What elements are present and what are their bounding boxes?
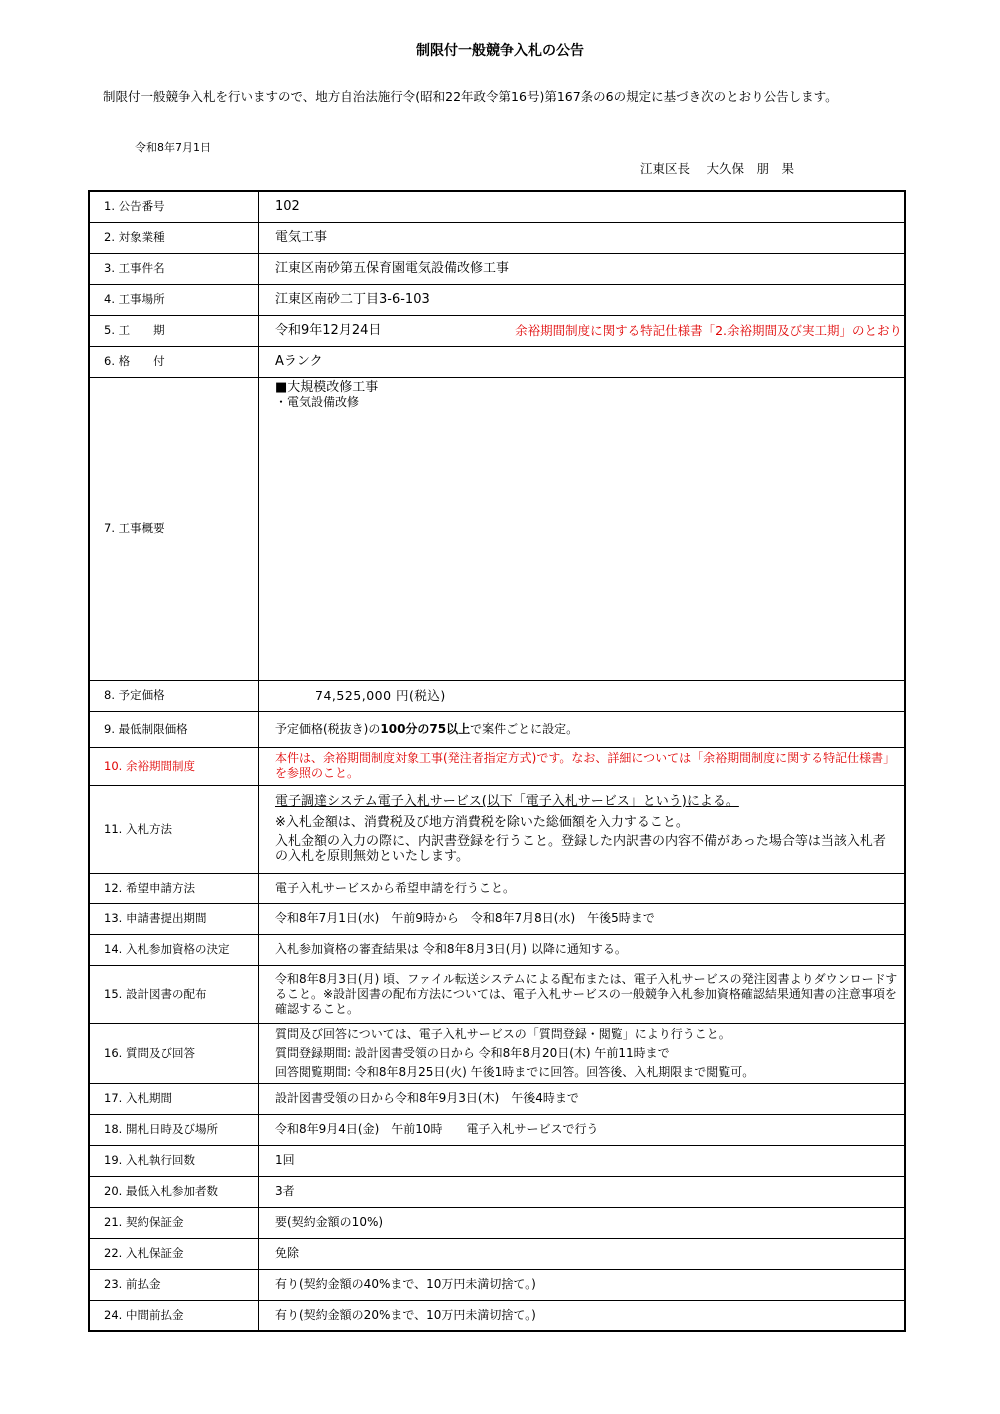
table-row [89,377,905,680]
table-row [89,903,905,934]
table-row [89,1023,905,1083]
estimated-price: 74,525,000 円(税込) [259,680,906,711]
bidding-method [259,785,906,873]
submission-period: 令和8年7月1日(水) 午前9時から 令和8年7月8日(水) 午後5時まで [259,903,906,934]
table-row [89,785,905,873]
issuer-name: 江東区長 大久保 朋 果 [640,161,794,176]
table-row [89,346,905,377]
opening-datetime: 令和8年9月4日(金) 午前10時 電子入札サービスで行う [259,1114,906,1145]
project-overview [259,377,906,680]
row-label: 13. 申請書提出期間 [89,903,259,934]
overview-line-2: ・電気設備改修 [275,394,360,409]
min-price-pre: 予定価格(税抜き)の [275,721,381,736]
table-row [89,965,905,1023]
construction-period: 令和9年12月24日 [275,323,382,338]
row-label: 9. 最低制限価格 [89,711,259,747]
overview-line-1: ■大規模改修工事 [275,379,379,395]
announcement-date: 令和8年7月1日 [135,141,211,154]
row-label: 1. 公告番号 [89,191,259,222]
grace-period-system: 本件は、余裕期間制度対象工事(発注者指定方式)です。なお、詳細については「余裕期間制度に関する特記仕様書」を参照のこと。 [259,747,906,785]
table-row [89,1300,905,1331]
row-label: 21. 契約保証金 [89,1207,259,1238]
row-label: 17. 入札期間 [89,1083,259,1114]
qa-line-1: 質問及び回答については、電子入札サービスの「質問登録・閲覧」により行うこと。 [275,1026,731,1041]
bidding-method-line-1: 電子調達システム電子入札サービス(以下「電子入札サービス」という)による。 [275,794,739,809]
row-label: 14. 入札参加資格の決定 [89,934,259,965]
questions-answers [259,1023,906,1083]
row-label: 3. 工事件名 [89,253,259,284]
table-row [89,1238,905,1269]
table-row [89,284,905,315]
industry-type: 電気工事 [259,222,906,253]
row-label: 10. 余裕期間制度 [89,747,259,785]
period-note: 余裕期間制度に関する特記仕様書「2.余裕期間及び実工期」のとおり [515,323,902,338]
row-label: 19. 入札執行回数 [89,1145,259,1176]
table-row [89,934,905,965]
min-participants: 3者 [259,1176,906,1207]
table-row [89,222,905,253]
bidding-method-line-2: ※入札金額は、消費税及び地方消費税を除いた総価額を入力すること。 [275,815,689,830]
notice-number: 102 [259,191,906,222]
row-label: 8. 予定価格 [89,680,259,711]
table-row [89,711,905,747]
application-method: 電子入札サービスから希望申請を行うこと。 [259,873,906,903]
table-row [89,1207,905,1238]
table-row [89,873,905,903]
page-title: 制限付一般競争入札の公告 [416,43,584,59]
design-doc-distribution: 令和8年8月3日(月) 頃、ファイル転送システムによる配布または、電子入札サービスの発注図書よりダウンロードすること。※設計図書の配布方法については、電子入札サービスの一般競争入札参加資格確認結果通知書の注意事項を確認すること。 [259,965,906,1023]
row-label: 4. 工事場所 [89,284,259,315]
row-label: 22. 入札保証金 [89,1238,259,1269]
row-label: 12. 希望申請方法 [89,873,259,903]
row-label: 15. 設計図書の配布 [89,965,259,1023]
row-label: 5. 工 期 [89,315,259,346]
min-price-post: で案件ごとに設定。 [470,721,579,736]
table-row [89,191,905,222]
table-row [89,747,905,785]
bidding-period: 設計図書受領の日から令和8年9月3日(木) 午後4時まで [259,1083,906,1114]
interim-advance-payment: 有り(契約金額の20%まで、10万円未満切捨て。) [259,1300,906,1331]
table-row [89,1145,905,1176]
table-row [89,680,905,711]
row-label: 2. 対象業種 [89,222,259,253]
row-label: 6. 格 付 [89,346,259,377]
table-row [89,1114,905,1145]
qualification-decision: 入札参加資格の審査結果は 令和8年8月3日(月) 以降に通知する。 [259,934,906,965]
intro-text: 制限付一般競争入札を行いますので、地方自治法施行令(昭和22年政令第16号)第167条の6の規定に基づき次のとおり公告します。 [103,89,838,104]
table-row [89,1269,905,1300]
bid-deposit: 免除 [259,1238,906,1269]
row-label: 18. 開札日時及び場所 [89,1114,259,1145]
table-row [89,253,905,284]
row-label: 7. 工事概要 [89,377,259,680]
advance-payment: 有り(契約金額の40%まで、10万円未満切捨て。) [259,1269,906,1300]
contract-deposit: 要(契約金額の10%) [259,1207,906,1238]
row-label: 23. 前払金 [89,1269,259,1300]
project-name: 江東区南砂第五保育園電気設備改修工事 [259,253,906,284]
minimum-price [259,711,906,747]
execution-count: 1回 [259,1145,906,1176]
min-price-ratio: 100分の75以上 [380,721,471,736]
construction-period-cell [259,315,906,346]
qa-line-3: 回答閲覧期間: 令和8年8月25日(火) 午後1時までに回答。回答後、入札期限まで閲覧可。 [275,1064,755,1079]
row-label: 20. 最低入札参加者数 [89,1176,259,1207]
project-location: 江東区南砂二丁目3-6-103 [259,284,906,315]
notice-table [88,190,906,1332]
qa-line-2: 質問登録期間: 設計図書受領の日から 令和8年8月20日(木) 午前11時まで [275,1045,670,1060]
row-label: 11. 入札方法 [89,785,259,873]
table-row [89,1176,905,1207]
rank: Aランク [259,346,906,377]
row-label: 16. 質問及び回答 [89,1023,259,1083]
table-row [89,1083,905,1114]
row-label: 24. 中間前払金 [89,1300,259,1331]
bidding-method-line-3: 入札金額の入力の際に、内訳書登録を行うこと。登録した内訳書の内容不備があった場合等は当該入札者の入札を原則無効といたします。 [275,834,886,864]
table-row [89,315,905,346]
